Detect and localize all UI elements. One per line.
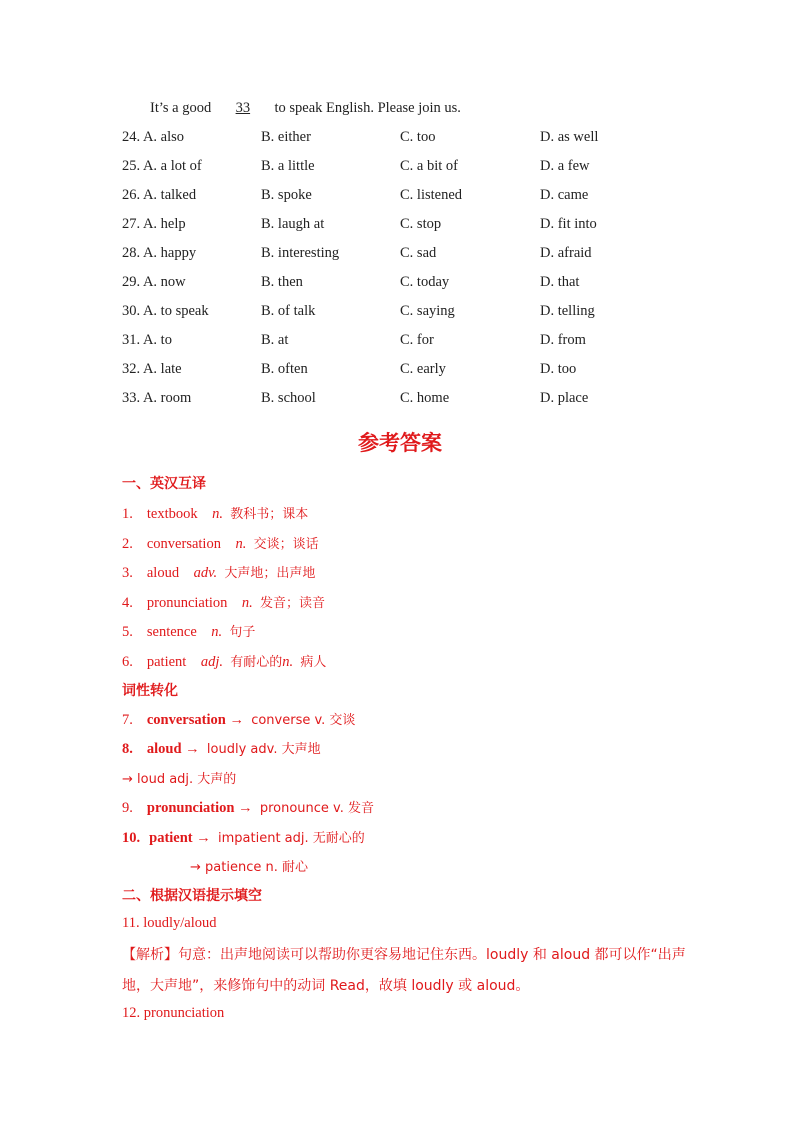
option-row: 33. A. room	[122, 390, 192, 406]
option-row: 26. A. talked	[122, 187, 197, 203]
option-c: C. saying	[400, 303, 455, 319]
vocab-item: 1. textbook n. 教科书；课本	[122, 506, 309, 522]
option-c: C. early	[400, 361, 446, 377]
option-c: C. stop	[400, 216, 442, 232]
vocab-item: 6. patient adj. 有耐心的n. 病人	[122, 654, 327, 670]
option-b: B. interesting	[261, 245, 340, 261]
option-row: 30. A. to speak	[122, 303, 209, 319]
vocab-item: 3. aloud adv. 大声地；出声地	[122, 565, 316, 581]
option-b: B. at	[261, 332, 289, 348]
conversion-item-extra: → loud adj. 大声的	[122, 772, 237, 787]
option-d: D. place	[540, 390, 589, 406]
option-row: 29. A. now	[122, 274, 186, 290]
conversion-item: 8. aloud → loudly adv. 大声地	[122, 741, 321, 757]
passage-text-after: to speak English. Please join us.	[270, 100, 461, 116]
option-b: B. either	[261, 129, 311, 145]
option-d: D. afraid	[540, 245, 592, 261]
answer-11: 11. loudly/aloud	[122, 915, 217, 931]
option-b: B. often	[261, 361, 308, 377]
option-d: D. came	[540, 187, 589, 203]
option-c: C. sad	[400, 245, 437, 261]
option-d: D. telling	[540, 303, 595, 319]
option-d: D. fit into	[540, 216, 597, 232]
conversion-heading: 词性转化	[122, 683, 178, 699]
option-d: D. a few	[540, 158, 590, 174]
vocab-item: 4. pronunciation n. 发音；读音	[122, 595, 326, 611]
option-c: C. a bit of	[400, 158, 458, 174]
option-row: 24. A. also	[122, 129, 185, 145]
option-d: D. too	[540, 361, 577, 377]
conversion-item-extra: → patience n. 耐心	[190, 860, 308, 875]
conversion-item: 7. conversation → converse v. 交谈	[122, 712, 356, 728]
option-row: 27. A. help	[122, 216, 186, 232]
option-b: B. a little	[261, 158, 315, 174]
section2-heading: 二、根据汉语提示填空	[122, 888, 262, 904]
option-row: 31. A. to	[122, 332, 172, 348]
answer-12: 12. pronunciation	[122, 1005, 225, 1021]
option-b: B. then	[261, 274, 303, 290]
option-c: C. home	[400, 390, 450, 406]
section1-heading: 一、英汉互译	[122, 476, 206, 492]
vocab-item: 2. conversation n. 交谈；谈话	[122, 536, 319, 552]
option-b: B. spoke	[261, 187, 312, 203]
option-d: D. that	[540, 274, 580, 290]
explanation-line-1: 【解析】句意：出声地阅读可以帮助你更容易地记住东西。loudly 和 aloud 都可以作“出声	[122, 947, 686, 963]
blank-33: 33	[235, 100, 251, 116]
option-c: C. listened	[400, 187, 463, 203]
option-c: C. today	[400, 274, 450, 290]
conversion-item: 10. patient → impatient adj. 无耐心的	[122, 830, 365, 846]
answer-title: 参考答案	[358, 431, 442, 455]
option-row: 28. A. happy	[122, 245, 197, 261]
option-b: B. of talk	[261, 303, 316, 319]
option-b: B. laugh at	[261, 216, 325, 232]
option-d: D. from	[540, 332, 586, 348]
option-b: B. school	[261, 390, 316, 406]
explanation-line-2: 地，大声地”，来修饰句中的动词 Read，故填 loudly 或 aloud。	[122, 978, 530, 994]
passage-text-before: It’s a good	[150, 100, 215, 116]
option-row: 32. A. late	[122, 361, 182, 377]
option-c: C. for	[400, 332, 434, 348]
conversion-item: 9. pronunciation → pronounce v. 发音	[122, 800, 374, 816]
vocab-item: 5. sentence n. 句子	[122, 624, 256, 640]
option-row: 25. A. a lot of	[122, 158, 202, 174]
option-d: D. as well	[540, 129, 599, 145]
passage-line	[150, 100, 461, 117]
option-c: C. too	[400, 129, 436, 145]
